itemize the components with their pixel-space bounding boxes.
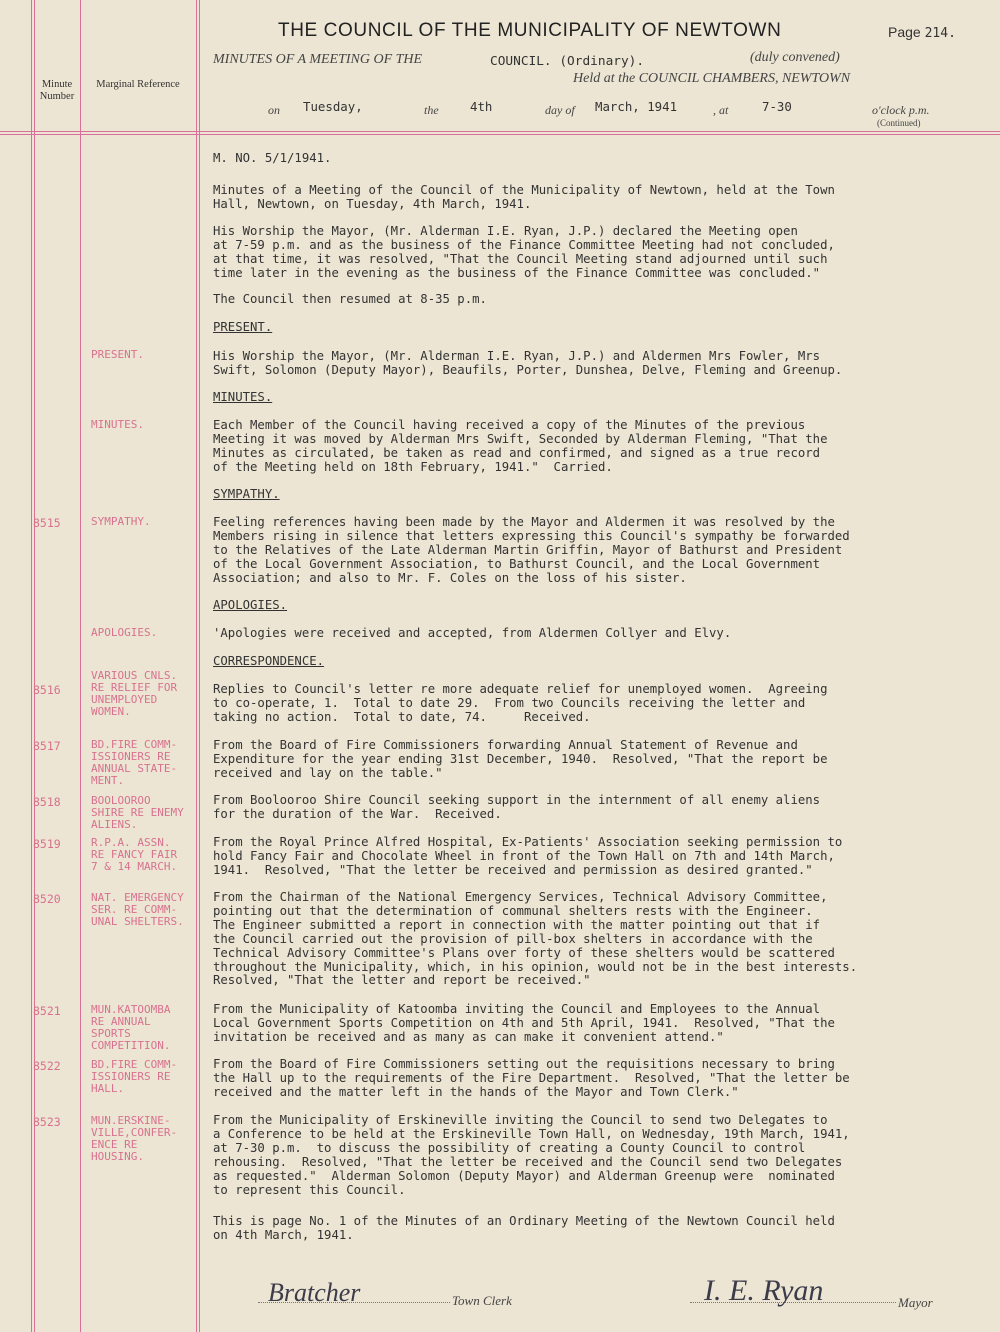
margin-ref-8522: BD.FIRE COMM- ISSIONERS RE HALL. (91, 1059, 178, 1095)
item-8523-paragraph: From the Municipality of Erskineville inviting the Council to send two Delegates to a Conference to be held at the Erskineville Town Hall, on Wednesday, 19th March, 1941, at 7-30 p.m. to discuss the possibility of creating a County Council to control rehousing. Resolved, "That the letter be received and the Council send two Delegates as requested." Alderman Solomon (Deputy Mayor) and Alderman Greenup were nominated to represent this Council. (213, 1113, 850, 1197)
mayor-signature: I. E. Ryan (704, 1274, 824, 1307)
oclock-label: o'clock p.m. (872, 103, 930, 117)
minutes-heading: MINUTES. (213, 390, 273, 404)
marginal-reference-heading: Marginal Reference (96, 79, 180, 90)
sympathy-paragraph: Feeling references having been made by the Mayor and Aldermen it was resolved by the Members rising in silence that letters expressing this Council's sympathy be forwarded to the Relatives of the Late Alderman Martin Griffin, Mayor of Bathurst and President of the Local Government Association, to Bathurst Council, and the Local Government Association; and also to Mr. F. Coles on the loss of his sister. (213, 515, 850, 585)
item-8517-paragraph: From the Board of Fire Commissioners forwarding Annual Statement of Revenue and Expenditure for the year ending 31st December, 1940. Resolved, "That the report be received and lay on the table." (213, 738, 828, 780)
page-label: Page (888, 24, 921, 40)
adjournment-paragraph: His Worship the Mayor, (Mr. Alderman I.E. Ryan, J.P.) declared the Meeting open at 7-59 p.m. and as the business of the Finance Committee Meeting had not concluded, at that time, it was resolved, "That the Council Meeting stand adjourned until such time later in the evening as the business of the Finance Committee was concluded." (213, 224, 835, 280)
margin-ref-sympathy: SYMPATHY. (91, 516, 151, 528)
minute-number-8522: 8522 (33, 1059, 61, 1073)
correspondence-heading: CORRESPONDENCE. (213, 654, 325, 668)
meeting-time: 7-30 (762, 99, 792, 114)
item-8521-paragraph: From the Municipality of Katoomba inviting the Council and Employees to the Annual Local Government Sports Competition on 4th and 5th April, 1941. Resolved, "That the invitation be received and as many as can make it convenient attend." (213, 1002, 835, 1044)
item-8516-paragraph: Replies to Council's letter re more adequate relief for unemployed women. Agreeing to co-operate, 1. Total to date 29. From two Councils receiving the letter and taking no action. Total to date, 74. Received. (213, 682, 828, 724)
margin-ref-8519: R.P.A. ASSN. RE FANCY FAIR 7 & 14 MARCH. (91, 837, 178, 873)
sympathy-heading: SYMPATHY. (213, 487, 280, 501)
town-clerk-signature: Bratcher (268, 1278, 361, 1307)
minute-number-heading-line: M. NO. 5/1/1941. (213, 151, 332, 165)
mayor-label: Mayor (898, 1295, 933, 1310)
minute-number-heading: Minute Number (39, 79, 75, 102)
item-8519-paragraph: From the Royal Prince Alfred Hospital, Ex-Patients' Association seeking permission to hold Fancy Fair and Chocolate Wheel in front of the Town Hall on 7th and 14th March, 1941. Resolved, "That the letter be received and permission as desired granted." (213, 835, 843, 877)
meeting-month-year: March, 1941 (595, 99, 678, 114)
present-heading: PRESENT. (213, 320, 273, 334)
minute-number-8517: 8517 (33, 739, 61, 753)
day-of-label: day of (545, 103, 575, 117)
left-margin-rule-double (34, 0, 35, 1332)
minute-number-8518: 8518 (33, 795, 61, 809)
meeting-day: Tuesday, (303, 99, 363, 114)
apologies-paragraph: 'Apologies were received and accepted, from Aldermen Collyer and Elvy. (213, 626, 732, 640)
on-label: on (268, 103, 280, 117)
margin-ref-8521: MUN.KATOOMBA RE ANNUAL SPORTS COMPETITION. (91, 1004, 171, 1052)
at-label: , at (713, 103, 729, 117)
page-number-value: 214. (924, 26, 956, 41)
header-rule (0, 131, 1000, 132)
margin-ref-8523: MUN.ERSKINE- VILLE,CONFER- ENCE RE HOUSING. (91, 1115, 178, 1163)
minutes-paragraph: Each Member of the Council having received a copy of the Minutes of the previous Meeting it was moved by Alderman Mrs Swift, Seconded by Alderman Fleming, "That the Minutes as circulated, be taken as read and confirmed, and signed as a true record of the Meeting held on 18th February, 1941." Carried. (213, 418, 828, 474)
minute-number-column-rule (80, 0, 81, 1332)
duly-convened: (duly convened) (750, 50, 840, 65)
margin-ref-present: PRESENT. (91, 349, 144, 361)
item-8518-paragraph: From Boolooroo Shire Council seeking support in the internment of all enemy aliens for the duration of the War. Received. (213, 793, 821, 821)
held-at: Held at the COUNCIL CHAMBERS, NEWTOWN (573, 71, 851, 86)
continued-label: (Continued) (877, 118, 921, 128)
item-8520-paragraph: From the Chairman of the National Emergency Services, Technical Advisory Committee, pointing out that the determination of communal shelters rests with the Engineer. The Engineer submitted a report in connection with the matter pointing out that if the Council carried out the provision of pill-box shelters in accordance with the Technical Advisory Committee's Plans over forty of these shelters would be scattered throughout the Municipality, which, in his opinion, would not be in the best interests. Resolved, "That the letter and report be received." (213, 890, 858, 988)
minute-number-8519: 8519 (33, 837, 61, 851)
margin-ref-minutes: MINUTES. (91, 419, 144, 431)
page-number (888, 24, 956, 41)
meeting-type: COUNCIL. (Ordinary). (490, 54, 645, 69)
town-clerk-label: Town Clerk (452, 1293, 512, 1308)
minute-number-8520: 8520 (33, 892, 61, 906)
apologies-heading: APOLOGIES. (213, 598, 288, 612)
left-margin-rule (31, 0, 32, 1332)
council-title: THE COUNCIL OF THE MUNICIPALITY OF NEWTOWN (278, 20, 782, 41)
the-label: the (424, 103, 439, 117)
minute-number-8523: 8523 (33, 1115, 61, 1129)
opening-paragraph: Minutes of a Meeting of the Council of the Municipality of Newtown, held at the Town Hall, Newtown, on Tuesday, 4th March, 1941. (213, 183, 835, 211)
meeting-date: 4th (470, 99, 493, 114)
header-rule-double (0, 134, 1000, 135)
present-paragraph: His Worship the Mayor, (Mr. Alderman I.E. Ryan, J.P.) and Aldermen Mrs Fowler, Mrs Swift, Solomon (Deputy Mayor), Beaufils, Porter, Dunshea, Delve, Fleming and Greenup. (213, 349, 843, 377)
minute-number-8521: 8521 (33, 1004, 61, 1018)
margin-ref-8520: NAT. EMERGENCY SER. RE COMM- UNAL SHELTERS. (91, 892, 184, 928)
minute-number-8515: 8515 (33, 516, 61, 530)
item-8522-paragraph: From the Board of Fire Commissioners setting out the requisitions necessary to bring the Hall up to the requirements of the Fire Department. Resolved, "That the letter be received and the matter left in the hands of the Mayor and Town Clerk." (213, 1057, 850, 1099)
minutes-prefix: MINUTES OF A MEETING OF THE (213, 52, 423, 67)
resumed-paragraph: The Council then resumed at 8-35 p.m. (213, 292, 487, 306)
margin-ref-apologies: APOLOGIES. (91, 627, 158, 639)
margin-ref-8518: BOOLOOROO SHIRE RE ENEMY ALIENS. (91, 795, 184, 831)
minute-number-8516: 8516 (33, 683, 61, 697)
margin-ref-8516: VARIOUS CNLS. RE RELIEF FOR UNEMPLOYED WOMEN. (91, 670, 178, 718)
margin-ref-8517: BD.FIRE COMM- ISSIONERS RE ANNUAL STATE- MENT. (91, 739, 178, 787)
page-footer-paragraph: This is page No. 1 of the Minutes of an Ordinary Meeting of the Newtown Council held on 4th March, 1941. (213, 1214, 835, 1242)
